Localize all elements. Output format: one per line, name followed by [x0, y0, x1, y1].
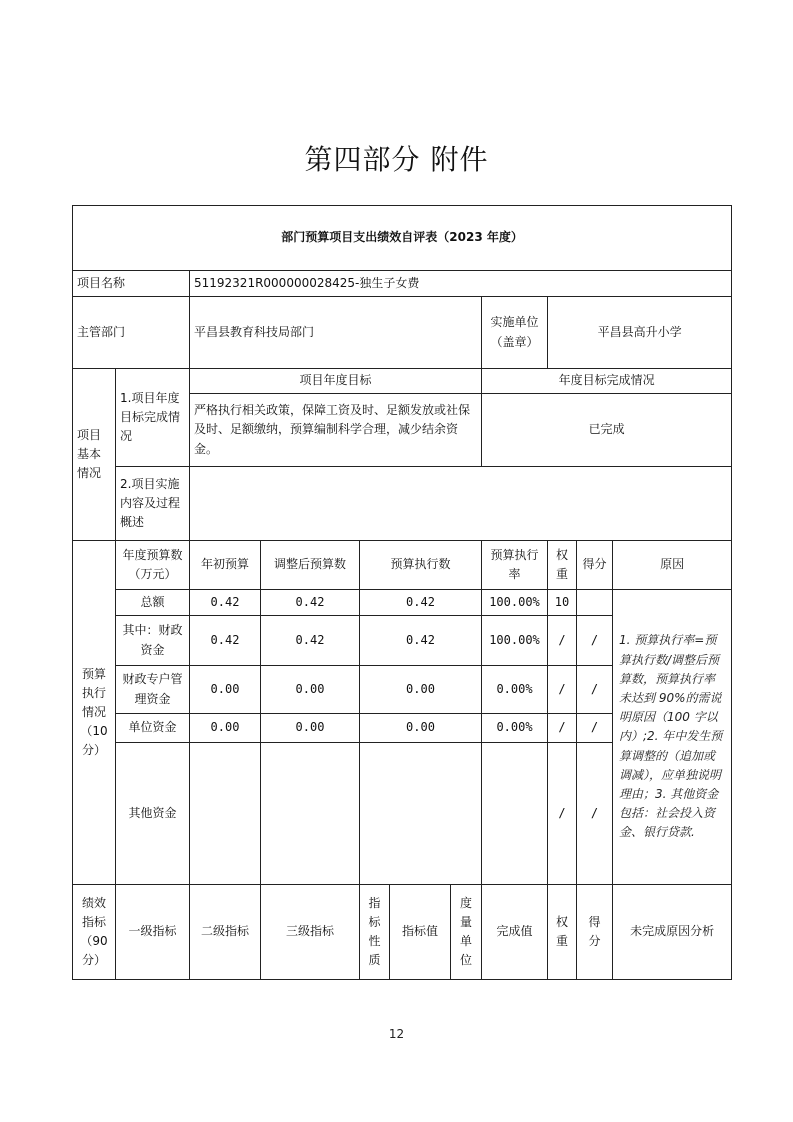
budget-initial	[190, 743, 261, 885]
dept-value: 平昌县教育科技局部门	[190, 297, 482, 369]
form-title: 部门预算项目支出绩效自评表（2023 年度）	[73, 206, 732, 271]
perf-header-completed: 完成值	[482, 885, 548, 980]
budget-executed: 0.00	[360, 714, 482, 743]
budget-item: 财政专户管理资金	[116, 666, 190, 714]
budget-executed: 0.42	[360, 590, 482, 616]
project-name-value: 51192321R000000028425-独生子女费	[190, 271, 732, 297]
self-evaluation-table	[72, 205, 732, 980]
goal-label: 1.项目年度目标完成情况	[116, 369, 190, 467]
budget-weight: /	[548, 743, 577, 885]
budget-header-score: 得分	[577, 541, 613, 590]
completion-text: 已完成	[482, 394, 732, 467]
budget-weight: /	[548, 616, 577, 666]
budget-item: 其中：财政资金	[116, 616, 190, 666]
perf-header-nature: 指标性质	[360, 885, 390, 980]
budget-row	[73, 590, 732, 616]
budget-rate: 0.00%	[482, 714, 548, 743]
budget-header-initial: 年初预算	[190, 541, 261, 590]
budget-score	[577, 590, 613, 616]
perf-header-unit: 度量单位	[451, 885, 482, 980]
goal-text: 严格执行相关政策，保障工资及时、足额发放或社保及时、足额缴纳，预算编制科学合理，减少结余资金。	[190, 394, 482, 467]
perf-header-value: 指标值	[390, 885, 451, 980]
budget-weight: /	[548, 714, 577, 743]
impl-unit-value: 平昌县高升小学	[548, 297, 732, 369]
impl-text	[190, 467, 732, 541]
perf-header-score: 得分	[577, 885, 613, 980]
budget-initial: 0.00	[190, 714, 261, 743]
performance-section-label: 绩效指标（90分）	[73, 885, 116, 980]
budget-header-reason: 原因	[613, 541, 732, 590]
impl-label: 2.项目实施内容及过程概述	[116, 467, 190, 541]
budget-adjusted	[261, 743, 360, 885]
basic-info-section-label: 项目基本情况	[73, 369, 116, 541]
budget-executed: 0.42	[360, 616, 482, 666]
dept-label: 主管部门	[73, 297, 190, 369]
budget-score: /	[577, 714, 613, 743]
budget-item: 单位资金	[116, 714, 190, 743]
budget-rate: 0.00%	[482, 666, 548, 714]
budget-initial: 0.00	[190, 666, 261, 714]
budget-header-executed: 预算执行数	[360, 541, 482, 590]
budget-header-adjusted: 调整后预算数	[261, 541, 360, 590]
budget-header-rate: 预算执行率	[482, 541, 548, 590]
budget-initial: 0.42	[190, 590, 261, 616]
budget-score: /	[577, 743, 613, 885]
perf-header-weight: 权重	[548, 885, 577, 980]
project-name-label: 项目名称	[73, 271, 190, 297]
budget-item: 其他资金	[116, 743, 190, 885]
completion-header: 年度目标完成情况	[482, 369, 732, 394]
budget-score: /	[577, 616, 613, 666]
budget-adjusted: 0.00	[261, 714, 360, 743]
budget-adjusted: 0.42	[261, 616, 360, 666]
perf-header-analysis: 未完成原因分析	[613, 885, 732, 980]
page-number: 12	[388, 1027, 405, 1041]
budget-rate	[482, 743, 548, 885]
budget-header-weight: 权重	[548, 541, 577, 590]
budget-rate: 100.00%	[482, 616, 548, 666]
budget-weight: /	[548, 666, 577, 714]
impl-unit-label: 实施单位（盖章）	[482, 297, 548, 369]
goal-header: 项目年度目标	[190, 369, 482, 394]
budget-executed: 0.00	[360, 666, 482, 714]
budget-rate: 100.00%	[482, 590, 548, 616]
budget-weight: 10	[548, 590, 577, 616]
budget-section-label: 预算执行情况（10分）	[73, 541, 116, 885]
perf-header-level2: 二级指标	[190, 885, 261, 980]
budget-executed	[360, 743, 482, 885]
budget-initial: 0.42	[190, 616, 261, 666]
perf-header-level1: 一级指标	[116, 885, 190, 980]
page-heading: 第四部分 附件	[304, 143, 489, 176]
budget-header-item: 年度预算数（万元）	[116, 541, 190, 590]
budget-adjusted: 0.42	[261, 590, 360, 616]
budget-reason-note: 1. 预算执行率=预算执行数/调整后预算数，预算执行率未达到 90%的需说明原因（100 字以内）;2. 年中发生预算调整的（追加或调减），应单独说明理由；3. 其他资金包括：社会投入资金、银行贷款.	[613, 590, 732, 885]
perf-header-level3: 三级指标	[261, 885, 360, 980]
budget-adjusted: 0.00	[261, 666, 360, 714]
budget-item: 总额	[116, 590, 190, 616]
budget-score: /	[577, 666, 613, 714]
